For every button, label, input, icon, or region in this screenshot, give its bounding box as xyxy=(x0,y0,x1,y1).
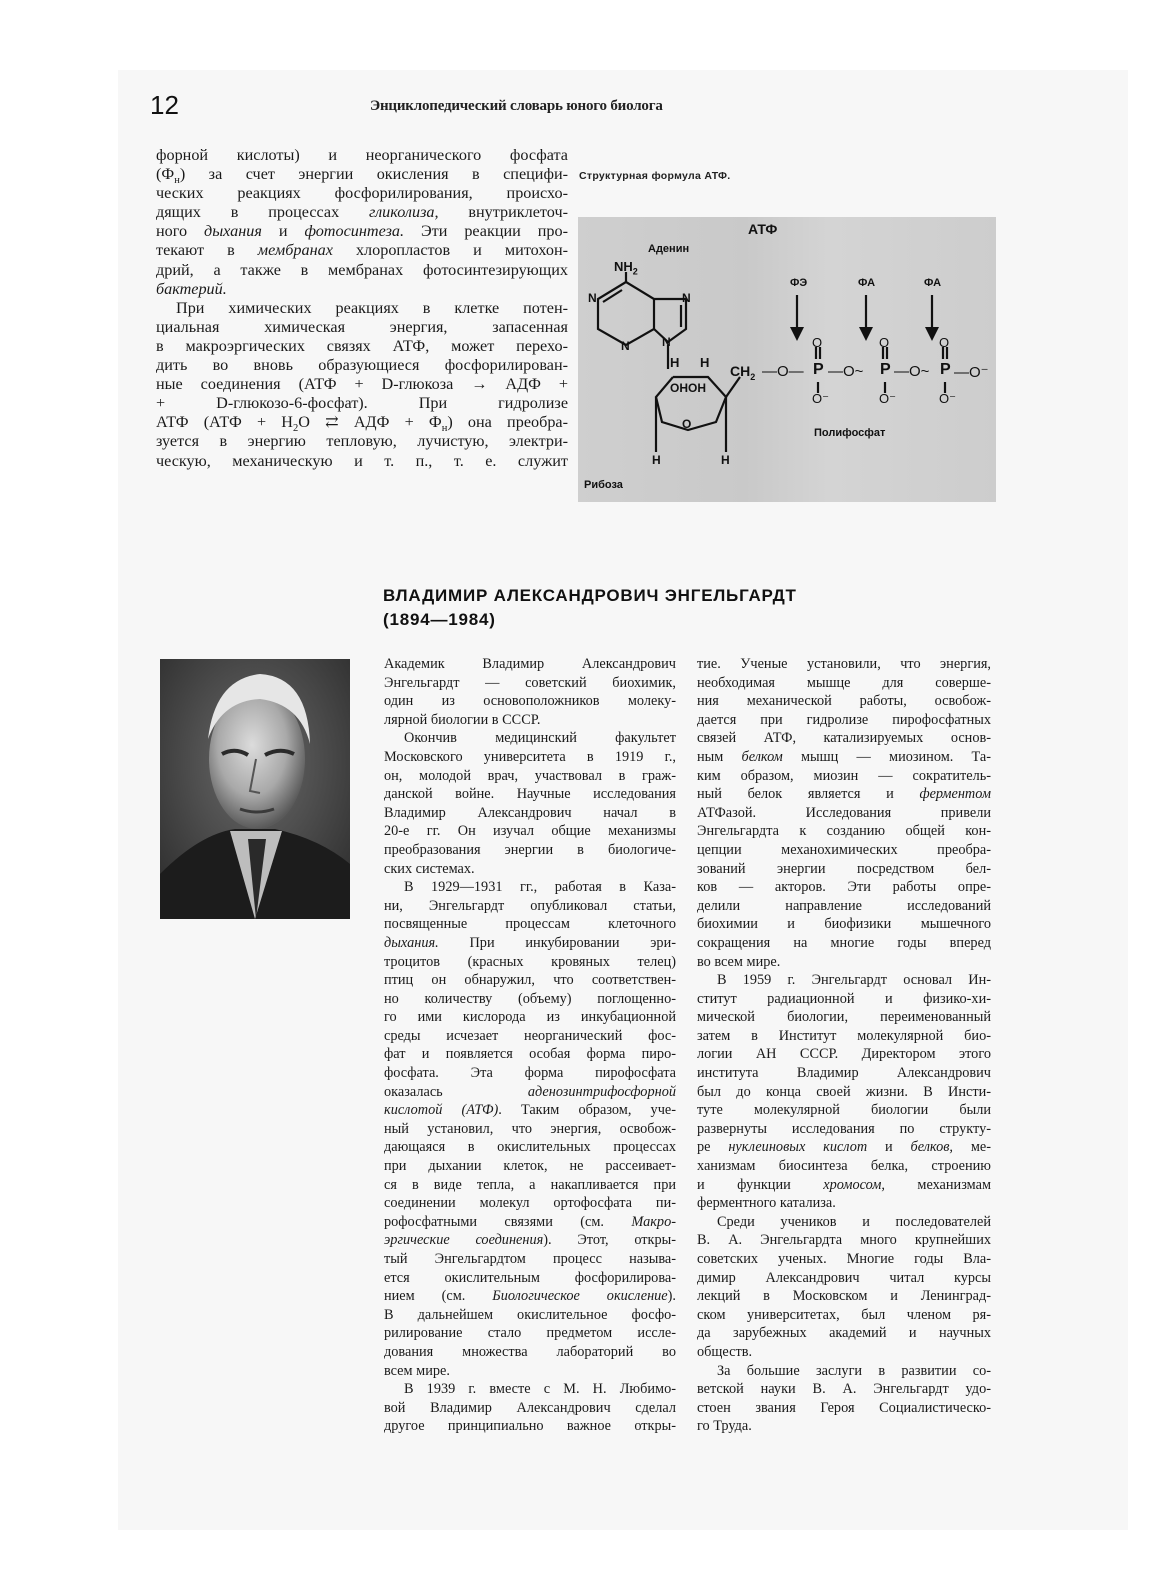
text-line xyxy=(384,1213,676,1232)
atom-h-4: H xyxy=(721,453,730,467)
text-line xyxy=(697,1380,991,1399)
text-run: фосфата. Эта форма пирофосфата xyxy=(384,1065,676,1082)
ch2-text: CH xyxy=(730,363,751,379)
text-line xyxy=(384,767,676,786)
text-run: Энгельгардта к созданию общей кон- xyxy=(697,823,991,840)
text-run: Окончив медицинский факультет xyxy=(404,730,676,747)
text-line xyxy=(156,165,568,187)
text-line xyxy=(697,990,991,1009)
text-line xyxy=(697,953,991,972)
biography-years: (1894—1984) xyxy=(383,610,496,629)
text-line xyxy=(697,1213,991,1232)
text-run: птиц он обнаружил, что соответствен- xyxy=(384,972,676,989)
chain-o-1: —O— xyxy=(762,363,804,380)
text-run: При инкубировании эри- xyxy=(438,934,676,951)
portrait-photo xyxy=(160,659,350,919)
text-line xyxy=(156,375,568,394)
text-line xyxy=(697,1231,991,1250)
text-line xyxy=(697,674,991,693)
text-run: всем мире. xyxy=(384,1362,450,1379)
text-line xyxy=(156,203,568,222)
text-line xyxy=(384,655,676,674)
text-line xyxy=(697,729,991,748)
text-run: ный установил, что энергия, освобож- xyxy=(384,1120,676,1137)
text-line xyxy=(697,1269,991,1288)
text-line xyxy=(384,1362,676,1381)
text-run: н xyxy=(174,175,180,187)
text-run: рилирование стало предметом иссле- xyxy=(384,1325,676,1342)
text-run: тие. Ученые установили, что энергия, xyxy=(697,656,991,672)
text-line xyxy=(384,915,676,934)
text-run: го ими кислорода из инкубационной xyxy=(384,1009,676,1026)
phosphate-o-top-2: O xyxy=(879,335,890,350)
text-run: н xyxy=(441,423,448,435)
text-run: дрий, а также в мембранах фотосинтезирующих xyxy=(156,260,568,279)
text-line xyxy=(384,1250,676,1269)
text-run: троцитов (красных кровяных телец) xyxy=(384,953,676,970)
text-line xyxy=(697,655,991,674)
atom-n-4: N xyxy=(662,335,671,349)
text-run: дящих в процессах xyxy=(156,203,370,222)
text-line xyxy=(697,711,991,730)
atom-n-2: N xyxy=(682,291,691,305)
italic-term: белков, xyxy=(910,1139,954,1156)
text-run: В. А. Энгельгардта много крупнейших xyxy=(697,1232,991,1249)
text-line xyxy=(156,413,568,435)
text-run: данской войне. Научные исследования xyxy=(384,786,676,803)
text-run: зуется в энергию тепловую, лучистую, электри- xyxy=(156,432,568,451)
italic-term: аденозинтрифосфорной xyxy=(527,1083,676,1100)
text-run: и xyxy=(261,222,305,241)
text-line xyxy=(697,897,991,916)
text-line xyxy=(384,1064,676,1083)
text-line xyxy=(384,990,676,1009)
arrow-label-fa-2: ФА xyxy=(924,277,942,289)
text-line xyxy=(156,337,568,356)
text-line xyxy=(384,1120,676,1139)
arrow-label-fe: ФЭ xyxy=(790,277,808,289)
phosphate-o-minus-2: O⁻ xyxy=(879,391,896,406)
text-line xyxy=(156,356,568,375)
text-run: тый Энгельгардтом процесс называ- xyxy=(384,1251,676,1267)
text-run: посвященные процессам клеточного xyxy=(384,916,676,933)
text-run: O ⇄ АДФ + Ф xyxy=(298,413,442,432)
text-line xyxy=(384,1101,676,1120)
italic-term: бактерий. xyxy=(156,279,227,298)
page-number: 12 xyxy=(150,90,179,120)
text-run: да зарубежных академий и научных xyxy=(697,1325,991,1342)
text-line xyxy=(384,1176,676,1195)
italic-term: мембранах xyxy=(257,241,333,260)
text-line xyxy=(384,1306,676,1325)
text-line xyxy=(384,1045,676,1064)
text-run: ститут радиационной и физико-хи- xyxy=(697,990,991,1007)
nh2-text: NH xyxy=(614,259,633,274)
text-run: ков — акторов. Эти работы опре- xyxy=(697,879,991,896)
figure-caption: Структурная формула АТФ. xyxy=(579,170,731,182)
text-run: ким образом, миозин — сократитель- xyxy=(697,767,991,784)
text-run: был до конца своей жизни. В Инсти- xyxy=(697,1083,991,1100)
text-run: он, молодой врач, участвовал в граж- xyxy=(384,767,676,784)
phosphate-o-top-1: O xyxy=(812,335,823,350)
text-run: ный белок является и xyxy=(697,786,920,803)
atp-formula-drawing xyxy=(578,217,996,502)
text-line xyxy=(384,1194,676,1213)
text-line xyxy=(697,1083,991,1102)
text-line xyxy=(156,432,568,451)
text-run: стоен звания Героя Социалистическо- xyxy=(697,1399,991,1416)
text-line xyxy=(384,748,676,767)
text-line xyxy=(697,767,991,786)
chain-o-3: —O~ xyxy=(894,363,930,380)
italic-term: нуклеиновых кислот xyxy=(728,1139,868,1156)
text-line xyxy=(697,1362,991,1381)
text-run: обществ. xyxy=(697,1343,753,1360)
nh2-subscript: 2 xyxy=(632,266,638,277)
text-run: Академик Владимир Александрович xyxy=(384,656,676,672)
text-run: дается при гидролизе пирофосфатных xyxy=(697,711,991,728)
text-run: затем в Институт молекулярной био- xyxy=(697,1027,991,1044)
text-line xyxy=(697,1399,991,1418)
text-line xyxy=(156,241,568,260)
text-line xyxy=(697,1176,991,1195)
italic-term: Биологическое окисление xyxy=(492,1288,668,1305)
text-line xyxy=(384,860,676,879)
biography-column-left xyxy=(384,655,676,1436)
text-run: дающаяся в окислительных процессах xyxy=(384,1139,676,1156)
italic-term: хромосом, xyxy=(823,1176,885,1193)
chain-o-end: —O⁻ xyxy=(954,364,989,381)
intro-text-column xyxy=(156,146,568,471)
text-line xyxy=(384,1324,676,1343)
text-line xyxy=(697,1101,991,1120)
text-line xyxy=(697,841,991,860)
text-run: ) за счет энергии окисления в специфи- xyxy=(179,165,568,184)
text-run: ческих реакциях фосфорилирования, происхо- xyxy=(156,184,568,203)
text-line xyxy=(697,1417,991,1436)
text-run: ческую, механическую и т. п., т. е. служит xyxy=(156,451,568,470)
text-line xyxy=(697,934,991,953)
text-run: в макроэргических связях АТФ, может перехо- xyxy=(156,336,568,355)
text-run: советских ученых. Многие годы Вла- xyxy=(697,1251,991,1267)
text-line xyxy=(697,878,991,897)
text-line xyxy=(156,299,568,318)
atom-h-2: H xyxy=(700,355,710,370)
text-run: За большие заслуги в развитии со- xyxy=(717,1362,991,1379)
text-run: ханизмам биосинтеза белка, строению xyxy=(697,1158,991,1175)
text-run: лекций в Московском и Ленинград- xyxy=(697,1288,991,1305)
text-line xyxy=(697,1324,991,1343)
italic-term: кислотой (АТФ) xyxy=(384,1102,499,1119)
text-line xyxy=(384,897,676,916)
text-line xyxy=(384,841,676,860)
text-line xyxy=(384,711,676,730)
text-line xyxy=(697,785,991,804)
text-run: Среди учеников и последователей xyxy=(717,1213,991,1230)
text-run: ся в виде тепла, а накапливается при xyxy=(384,1176,676,1193)
text-run: внутриклеточ- xyxy=(438,203,568,222)
text-run: нием (см. xyxy=(384,1288,493,1305)
text-run: сокращения на многие годы вперед xyxy=(697,934,991,951)
text-line xyxy=(697,1194,991,1213)
text-line xyxy=(697,1027,991,1046)
text-line xyxy=(697,1064,991,1083)
text-run: мической биологии, переименованный xyxy=(697,1009,991,1026)
text-line xyxy=(384,1399,676,1418)
text-line xyxy=(697,748,991,767)
text-line xyxy=(156,280,568,299)
text-run: и функции xyxy=(697,1176,824,1193)
text-run: текают в xyxy=(156,241,258,260)
ch2-subscript: 2 xyxy=(750,371,756,382)
portrait-illustration xyxy=(160,659,350,919)
text-line xyxy=(384,934,676,953)
text-line xyxy=(384,1083,676,1102)
text-line xyxy=(697,1157,991,1176)
text-line xyxy=(156,318,568,337)
arrow-label-fa-1: ФА xyxy=(858,277,876,289)
text-run: + D-глюкозо-6-фосфат). При гидролизе xyxy=(156,394,568,413)
text-line xyxy=(384,729,676,748)
text-run: ском университетах, был членом ря- xyxy=(697,1306,991,1323)
text-run: димир Александрович читал курсы xyxy=(697,1269,991,1286)
text-line xyxy=(156,184,568,203)
text-line xyxy=(384,1417,676,1436)
text-run: преобразования энергии в биологиче- xyxy=(384,841,676,858)
text-run: цепции механохимических преобра- xyxy=(697,841,991,858)
atom-h-1: H xyxy=(670,355,680,370)
text-run: 2 xyxy=(292,423,299,435)
text-line xyxy=(697,1287,991,1306)
text-run: лярной биологии в СССР. xyxy=(384,711,541,728)
polyphosphate-label: Полифосфат xyxy=(814,427,886,439)
atom-h-3: H xyxy=(652,453,661,467)
ch2-group xyxy=(730,363,755,382)
text-run: го Труда. xyxy=(697,1418,752,1435)
text-run: 20-е гг. Он изучал общие механизмы xyxy=(384,823,676,840)
text-line xyxy=(384,1287,676,1306)
biography-column-right xyxy=(697,655,991,1436)
text-run: ). xyxy=(667,1288,676,1305)
text-run: ется окислительным фосфорилирова- xyxy=(384,1269,676,1286)
text-line xyxy=(697,1120,991,1139)
italic-term: дыхания. xyxy=(384,934,439,951)
phosphate-o-top-3: O xyxy=(939,335,950,350)
text-run: и xyxy=(867,1139,911,1156)
running-title: Энциклопедический словарь юного биолога xyxy=(370,98,663,114)
italic-term: Макро- xyxy=(631,1213,676,1230)
text-run: ферментного катализа. xyxy=(697,1195,836,1212)
text-line xyxy=(697,971,991,990)
text-run: ни, Энгельгардт опубликовал статьи, xyxy=(384,897,676,914)
text-run: ным xyxy=(697,748,742,765)
text-run: дования множества лабораторий во xyxy=(384,1343,676,1360)
atom-n-3: N xyxy=(621,339,630,353)
text-run: ные соединения (АТФ + D-глюкоза → АДФ + xyxy=(156,375,568,394)
text-line xyxy=(697,860,991,879)
text-run: В 1939 г. вместе с М. Н. Любимо- xyxy=(404,1381,676,1398)
phosphorus-1: P xyxy=(813,361,824,378)
text-run: Владимир Александрович начал в xyxy=(384,804,676,821)
text-run: хлоропластов и митохон- xyxy=(332,241,568,260)
figure-title: АТФ xyxy=(748,221,778,237)
text-line xyxy=(697,1138,991,1157)
text-run: биохимии и биофизики мышечного xyxy=(697,916,991,933)
chain-o-2: —O~ xyxy=(828,363,864,380)
text-run: мышц — миозином. Та- xyxy=(782,748,991,765)
text-line xyxy=(697,822,991,841)
text-run: рофосфатными связями (см. xyxy=(384,1213,632,1230)
text-run: АТФазой. Исследования привели xyxy=(697,804,991,821)
atom-n-1: N xyxy=(588,291,597,305)
text-run: механизмам xyxy=(884,1176,991,1193)
text-run: При химических реакциях в клетке потен- xyxy=(176,298,568,317)
text-line xyxy=(384,1027,676,1046)
text-run: необходимая мышце для соверше- xyxy=(697,674,991,691)
text-run: . Таким образом, уче- xyxy=(498,1102,676,1119)
ribose-label: Рибоза xyxy=(584,479,623,491)
phosphate-o-minus-3: O⁻ xyxy=(939,391,956,406)
adenine-label: Аденин xyxy=(648,243,690,255)
text-run: (Ф xyxy=(156,165,175,184)
text-run: ) она преобра- xyxy=(447,413,568,432)
text-line xyxy=(384,1380,676,1399)
text-line xyxy=(384,953,676,972)
ring-oxygen: O xyxy=(682,417,692,431)
text-line xyxy=(697,915,991,934)
text-run: циальная химическая энергия, запасенная xyxy=(156,317,568,336)
text-run: связей АТФ, катализируемых основ- xyxy=(697,730,991,747)
italic-term: фотосинтеза. xyxy=(304,222,405,241)
text-run: ветской науки В. А. Энгельгардт удо- xyxy=(697,1381,991,1398)
text-run: АТФ (АТФ + H xyxy=(156,413,293,432)
text-line xyxy=(156,146,568,165)
text-run: В 1929—1931 гг., работая в Каза- xyxy=(404,879,676,896)
text-run: В дальнейшем окислительное фосфо- xyxy=(384,1306,676,1323)
nh2-group xyxy=(614,259,638,277)
phosphorus-2: P xyxy=(880,361,891,378)
text-run: ). Этот, откры- xyxy=(543,1232,677,1249)
text-run: ния механической работы, освобож- xyxy=(697,693,991,710)
text-run: Эти реакции про- xyxy=(404,222,568,241)
text-run: оказалась xyxy=(384,1083,528,1100)
text-line xyxy=(156,452,568,471)
phosphate-o-minus-1: O⁻ xyxy=(812,391,829,406)
text-run: во всем мире. xyxy=(697,953,781,970)
atp-structural-formula-figure xyxy=(578,217,996,502)
text-line xyxy=(384,804,676,823)
text-run: соединении молекул ортофосфата пи- xyxy=(384,1195,676,1212)
text-run: В 1959 г. Энгельгардт основал Ин- xyxy=(717,972,991,989)
ohoh-label: OHOH xyxy=(670,381,706,395)
text-line xyxy=(384,1269,676,1288)
text-run: но количеству (объему) поглощенно- xyxy=(384,990,676,1007)
text-run: ного xyxy=(156,222,205,241)
italic-term: эргические соединения xyxy=(384,1232,544,1249)
italic-term: ферментом xyxy=(919,786,991,803)
text-run: развернуты исследования по структу- xyxy=(697,1120,991,1137)
text-line xyxy=(384,674,676,693)
text-line xyxy=(384,1157,676,1176)
text-run: форной кислоты) и неорганического фосфата xyxy=(156,146,568,164)
text-run: Энгельгардт — советский биохимик, xyxy=(384,674,676,691)
text-run: вой Владимир Александрович сделал xyxy=(384,1399,676,1416)
text-run: логии АН СССР. Директором этого xyxy=(697,1046,991,1063)
text-line xyxy=(384,1343,676,1362)
text-run: при дыхании клеток, не рассеивает- xyxy=(384,1158,676,1175)
text-run: среды исчезает неорганический фос- xyxy=(384,1027,676,1044)
text-line xyxy=(697,1306,991,1325)
text-line xyxy=(156,394,568,413)
text-run: ме- xyxy=(953,1139,991,1156)
text-line xyxy=(384,1138,676,1157)
text-run: ских системах. xyxy=(384,860,475,877)
text-line xyxy=(697,1343,991,1362)
text-line xyxy=(156,222,568,241)
text-run: туте молекулярной биологии были xyxy=(697,1102,991,1119)
text-line xyxy=(384,971,676,990)
text-line xyxy=(697,1250,991,1269)
text-line xyxy=(697,804,991,823)
text-run: Московского университета в 1919 г., xyxy=(384,748,676,765)
text-run: другое принципиально важное откры- xyxy=(384,1418,676,1435)
text-run: один из основоположников молеку- xyxy=(384,693,676,710)
text-line xyxy=(384,1008,676,1027)
text-run: института Владимир Александрович xyxy=(697,1065,991,1082)
text-run: дить во вновь образующиеся фосфорилирован- xyxy=(156,356,568,375)
text-line xyxy=(697,1008,991,1027)
text-run: ре xyxy=(697,1139,729,1156)
biography-heading xyxy=(383,584,797,632)
biography-name: ВЛАДИМИР АЛЕКСАНДРОВИЧ ЭНГЕЛЬГАРДТ xyxy=(383,586,797,605)
text-line xyxy=(384,1231,676,1250)
text-run: зований энергии посредством бел- xyxy=(697,860,991,877)
text-line xyxy=(384,692,676,711)
italic-term: гликолиза, xyxy=(369,203,439,222)
phosphorus-3: P xyxy=(940,361,951,378)
text-line xyxy=(697,1045,991,1064)
text-line xyxy=(384,822,676,841)
text-run: делили направление исследований xyxy=(697,897,991,914)
text-line xyxy=(156,261,568,280)
text-line xyxy=(384,878,676,897)
text-line xyxy=(384,785,676,804)
italic-term: дыхания xyxy=(204,222,262,241)
italic-term: белком xyxy=(741,748,783,765)
text-line xyxy=(697,692,991,711)
text-run: фат и появляется особая форма пиро- xyxy=(384,1046,676,1063)
